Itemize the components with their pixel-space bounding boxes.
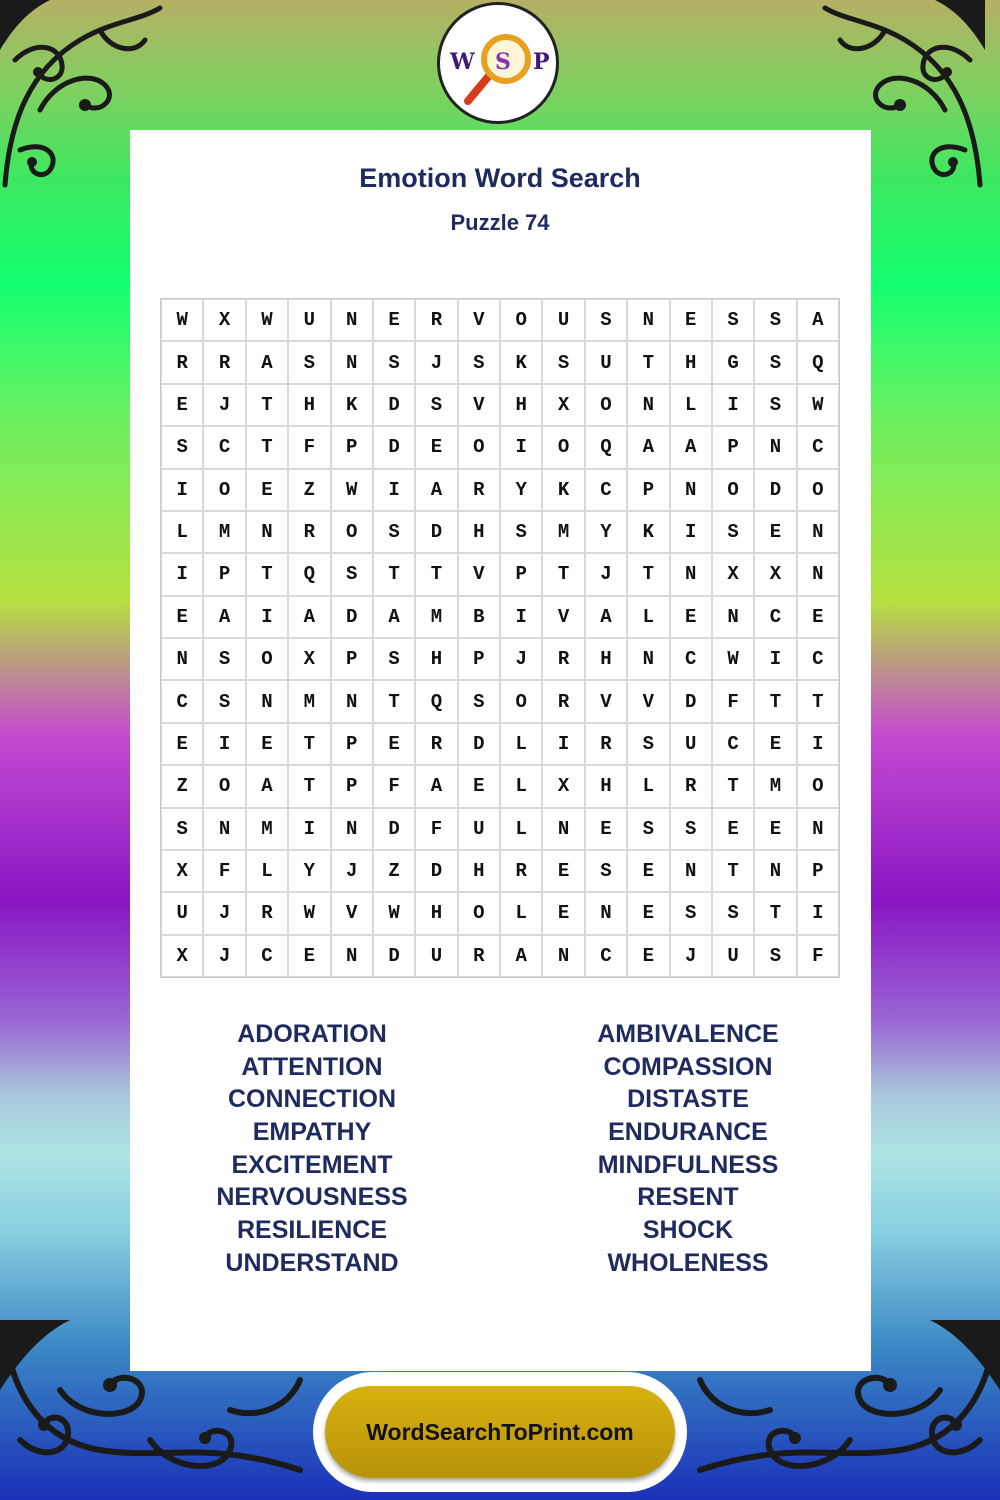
- grid-cell: B: [458, 596, 500, 638]
- grid-cell: S: [458, 341, 500, 383]
- grid-cell: J: [331, 850, 373, 892]
- grid-cell: S: [627, 723, 669, 765]
- grid-cell: K: [331, 384, 373, 426]
- word-list-item: RESENT: [637, 1183, 739, 1212]
- grid-cell: D: [373, 426, 415, 468]
- grid-cell: X: [161, 850, 203, 892]
- grid-cell: C: [585, 935, 627, 977]
- grid-cell: T: [797, 680, 839, 722]
- grid-cell: C: [585, 469, 627, 511]
- grid-cell: A: [670, 426, 712, 468]
- grid-cell: O: [542, 426, 584, 468]
- grid-cell: U: [288, 299, 330, 341]
- grid-cell: N: [797, 808, 839, 850]
- word-list-item: EMPATHY: [252, 1118, 372, 1147]
- grid-cell: G: [712, 341, 754, 383]
- grid-cell: H: [670, 341, 712, 383]
- grid-cell: W: [331, 469, 373, 511]
- word-list-right: [528, 1018, 848, 1280]
- grid-cell: S: [712, 892, 754, 934]
- grid-cell: N: [627, 638, 669, 680]
- grid-cell: Y: [288, 850, 330, 892]
- grid-cell: V: [627, 680, 669, 722]
- grid-cell: L: [627, 596, 669, 638]
- grid-cell: T: [542, 553, 584, 595]
- grid-cell: E: [542, 892, 584, 934]
- grid-cell: O: [797, 469, 839, 511]
- grid-cell: R: [415, 299, 457, 341]
- grid-cell: U: [712, 935, 754, 977]
- grid-cell: S: [585, 850, 627, 892]
- grid-cell: O: [246, 638, 288, 680]
- grid-cell: M: [246, 808, 288, 850]
- logo-letter-s: S: [495, 49, 511, 75]
- grid-cell: V: [331, 892, 373, 934]
- grid-cell: Q: [585, 426, 627, 468]
- grid-cell: N: [542, 808, 584, 850]
- word-list-item: EXCITEMENT: [231, 1150, 393, 1179]
- grid-cell: F: [415, 808, 457, 850]
- grid-cell: J: [585, 553, 627, 595]
- grid-cell: S: [288, 341, 330, 383]
- grid-cell: N: [670, 469, 712, 511]
- grid-cell: X: [712, 553, 754, 595]
- grid-cell: X: [161, 935, 203, 977]
- grid-cell: N: [797, 553, 839, 595]
- grid-cell: P: [627, 469, 669, 511]
- grid-cell: X: [754, 553, 796, 595]
- grid-cell: I: [670, 511, 712, 553]
- grid-cell: J: [670, 935, 712, 977]
- grid-cell: S: [458, 680, 500, 722]
- grid-cell: Z: [161, 765, 203, 807]
- grid-cell: E: [627, 935, 669, 977]
- grid-cell: A: [415, 469, 457, 511]
- grid-cell: K: [627, 511, 669, 553]
- grid-cell: N: [542, 935, 584, 977]
- grid-cell: O: [331, 511, 373, 553]
- grid-cell: P: [331, 765, 373, 807]
- grid-cell: O: [712, 469, 754, 511]
- grid-cell: O: [500, 680, 542, 722]
- grid-cell: K: [542, 469, 584, 511]
- grid-cell: S: [712, 511, 754, 553]
- grid-cell: U: [585, 341, 627, 383]
- grid-cell: T: [712, 765, 754, 807]
- grid-cell: S: [670, 892, 712, 934]
- grid-cell: U: [458, 808, 500, 850]
- word-list-item: MINDFULNESS: [597, 1150, 779, 1179]
- grid-cell: T: [246, 553, 288, 595]
- grid-cell: S: [500, 511, 542, 553]
- grid-cell: D: [373, 935, 415, 977]
- grid-cell: E: [415, 426, 457, 468]
- grid-cell: N: [627, 384, 669, 426]
- grid-cell: T: [373, 680, 415, 722]
- grid-cell: V: [458, 384, 500, 426]
- grid-cell: P: [500, 553, 542, 595]
- grid-cell: Y: [585, 511, 627, 553]
- grid-cell: N: [246, 511, 288, 553]
- grid-cell: Q: [415, 680, 457, 722]
- grid-cell: P: [331, 723, 373, 765]
- word-list-item: RESILIENCE: [236, 1216, 388, 1245]
- grid-cell: I: [797, 723, 839, 765]
- grid-cell: L: [500, 808, 542, 850]
- grid-cell: R: [288, 511, 330, 553]
- grid-cell: T: [246, 384, 288, 426]
- grid-cell: R: [203, 341, 245, 383]
- grid-cell: E: [754, 723, 796, 765]
- grid-cell: P: [331, 638, 373, 680]
- grid-cell: I: [246, 596, 288, 638]
- grid-cell: D: [415, 850, 457, 892]
- grid-cell: N: [331, 680, 373, 722]
- grid-cell: N: [754, 426, 796, 468]
- grid-cell: S: [712, 299, 754, 341]
- grid-cell: P: [712, 426, 754, 468]
- grid-cell: H: [585, 765, 627, 807]
- grid-cell: S: [542, 341, 584, 383]
- grid-cell: R: [500, 850, 542, 892]
- grid-cell: X: [203, 299, 245, 341]
- grid-cell: H: [585, 638, 627, 680]
- grid-cell: R: [415, 723, 457, 765]
- grid-cell: D: [458, 723, 500, 765]
- grid-cell: T: [627, 341, 669, 383]
- grid-cell: A: [797, 299, 839, 341]
- grid-cell: T: [754, 892, 796, 934]
- grid-cell: I: [500, 596, 542, 638]
- grid-cell: I: [797, 892, 839, 934]
- grid-cell: M: [542, 511, 584, 553]
- grid-cell: L: [161, 511, 203, 553]
- grid-cell: L: [246, 850, 288, 892]
- grid-cell: E: [585, 808, 627, 850]
- grid-cell: H: [415, 892, 457, 934]
- footer-site-badge[interactable]: [325, 1386, 675, 1478]
- grid-cell: T: [627, 553, 669, 595]
- grid-cell: E: [246, 469, 288, 511]
- grid-cell: N: [585, 892, 627, 934]
- grid-cell: J: [203, 935, 245, 977]
- grid-cell: M: [203, 511, 245, 553]
- grid-cell: X: [288, 638, 330, 680]
- grid-cell: R: [161, 341, 203, 383]
- grid-cell: T: [415, 553, 457, 595]
- grid-cell: S: [754, 384, 796, 426]
- grid-cell: L: [627, 765, 669, 807]
- grid-cell: J: [415, 341, 457, 383]
- grid-cell: W: [797, 384, 839, 426]
- word-list-left: [152, 1018, 472, 1280]
- grid-cell: A: [246, 341, 288, 383]
- grid-cell: Y: [500, 469, 542, 511]
- word-list-item: ATTENTION: [241, 1052, 383, 1081]
- grid-cell: N: [161, 638, 203, 680]
- grid-cell: C: [754, 596, 796, 638]
- grid-cell: F: [373, 765, 415, 807]
- grid-cell: L: [500, 765, 542, 807]
- page-title: Emotion Word Search: [359, 163, 641, 193]
- grid-cell: N: [670, 553, 712, 595]
- grid-cell: E: [458, 765, 500, 807]
- grid-cell: I: [288, 808, 330, 850]
- grid-cell: R: [542, 638, 584, 680]
- grid-cell: S: [754, 935, 796, 977]
- grid-cell: N: [331, 935, 373, 977]
- grid-cell: S: [203, 680, 245, 722]
- grid-cell: C: [161, 680, 203, 722]
- grid-cell: S: [754, 299, 796, 341]
- grid-cell: U: [415, 935, 457, 977]
- grid-cell: V: [585, 680, 627, 722]
- grid-cell: N: [797, 511, 839, 553]
- word-list-item: ADORATION: [237, 1020, 387, 1048]
- grid-cell: O: [203, 765, 245, 807]
- grid-cell: M: [415, 596, 457, 638]
- grid-cell: A: [627, 426, 669, 468]
- grid-cell: E: [161, 384, 203, 426]
- grid-cell: E: [161, 596, 203, 638]
- grid-cell: P: [458, 638, 500, 680]
- grid-cell: P: [797, 850, 839, 892]
- word-list-item: AMBIVALENCE: [597, 1020, 779, 1048]
- word-list-item: ENDURANCE: [608, 1118, 768, 1147]
- grid-cell: J: [500, 638, 542, 680]
- grid-cell: S: [670, 808, 712, 850]
- grid-cell: C: [712, 723, 754, 765]
- grid-cell: T: [712, 850, 754, 892]
- grid-cell: U: [542, 299, 584, 341]
- grid-cell: A: [246, 765, 288, 807]
- grid-cell: E: [712, 808, 754, 850]
- grid-cell: A: [373, 596, 415, 638]
- grid-cell: D: [373, 808, 415, 850]
- grid-cell: V: [458, 299, 500, 341]
- grid-cell: A: [288, 596, 330, 638]
- grid-cell: H: [288, 384, 330, 426]
- grid-cell: C: [203, 426, 245, 468]
- wsp-logo: [437, 2, 559, 124]
- grid-cell: L: [500, 892, 542, 934]
- grid-cell: E: [670, 596, 712, 638]
- grid-cell: O: [797, 765, 839, 807]
- grid-cell: S: [373, 638, 415, 680]
- grid-cell: U: [670, 723, 712, 765]
- word-list-item: DISTASTE: [627, 1085, 749, 1114]
- grid-cell: W: [161, 299, 203, 341]
- grid-cell: D: [754, 469, 796, 511]
- grid-cell: U: [161, 892, 203, 934]
- grid-cell: R: [458, 935, 500, 977]
- grid-cell: C: [797, 638, 839, 680]
- grid-cell: I: [754, 638, 796, 680]
- grid-cell: Q: [797, 341, 839, 383]
- grid-cell: S: [161, 426, 203, 468]
- grid-cell: I: [712, 384, 754, 426]
- grid-cell: W: [712, 638, 754, 680]
- grid-cell: V: [458, 553, 500, 595]
- grid-cell: E: [288, 935, 330, 977]
- grid-cell: E: [373, 723, 415, 765]
- grid-cell: E: [627, 850, 669, 892]
- grid-cell: I: [161, 469, 203, 511]
- grid-cell: O: [458, 426, 500, 468]
- grid-cell: E: [670, 299, 712, 341]
- grid-cell: C: [246, 935, 288, 977]
- grid-cell: E: [373, 299, 415, 341]
- grid-cell: T: [246, 426, 288, 468]
- grid-cell: D: [415, 511, 457, 553]
- grid-cell: R: [585, 723, 627, 765]
- grid-cell: W: [373, 892, 415, 934]
- grid-cell: F: [797, 935, 839, 977]
- grid-cell: R: [542, 680, 584, 722]
- grid-cell: X: [542, 384, 584, 426]
- grid-cell: R: [246, 892, 288, 934]
- grid-cell: I: [542, 723, 584, 765]
- grid-cell: A: [585, 596, 627, 638]
- grid-cell: R: [458, 469, 500, 511]
- grid-cell: T: [373, 553, 415, 595]
- grid-cell: N: [331, 808, 373, 850]
- word-list-item: COMPASSION: [603, 1052, 773, 1081]
- word-list-item: CONNECTION: [227, 1085, 397, 1114]
- word-list-item: WHOLENESS: [607, 1248, 769, 1277]
- grid-cell: S: [585, 299, 627, 341]
- puzzle-number: Puzzle 74: [450, 210, 550, 235]
- grid-cell: W: [246, 299, 288, 341]
- grid-cell: N: [203, 808, 245, 850]
- grid-cell: A: [415, 765, 457, 807]
- grid-cell: N: [331, 341, 373, 383]
- grid-cell: S: [415, 384, 457, 426]
- grid-cell: N: [670, 850, 712, 892]
- grid-cell: T: [288, 765, 330, 807]
- grid-cell: L: [670, 384, 712, 426]
- grid-cell: I: [161, 553, 203, 595]
- grid-cell: O: [203, 469, 245, 511]
- grid-cell: X: [542, 765, 584, 807]
- grid-cell: N: [754, 850, 796, 892]
- grid-cell: C: [670, 638, 712, 680]
- grid-cell: S: [627, 808, 669, 850]
- logo-letter-p: P: [533, 49, 550, 75]
- grid-cell: P: [203, 553, 245, 595]
- grid-cell: P: [331, 426, 373, 468]
- word-list-item: UNDERSTAND: [225, 1248, 399, 1277]
- grid-cell: O: [500, 299, 542, 341]
- grid-cell: H: [458, 511, 500, 553]
- grid-cell: E: [797, 596, 839, 638]
- grid-cell: E: [542, 850, 584, 892]
- grid-cell: L: [500, 723, 542, 765]
- grid-cell: S: [373, 341, 415, 383]
- grid-cell: S: [373, 511, 415, 553]
- grid-cell: F: [288, 426, 330, 468]
- grid-cell: H: [500, 384, 542, 426]
- grid-cell: H: [458, 850, 500, 892]
- grid-cell: O: [585, 384, 627, 426]
- grid-cell: M: [754, 765, 796, 807]
- grid-cell: A: [203, 596, 245, 638]
- grid-cell: E: [754, 808, 796, 850]
- grid-cell: Q: [288, 553, 330, 595]
- grid-cell: Z: [373, 850, 415, 892]
- grid-cell: S: [161, 808, 203, 850]
- grid-cell: C: [797, 426, 839, 468]
- grid-cell: T: [754, 680, 796, 722]
- grid-cell: O: [458, 892, 500, 934]
- grid-cell: S: [754, 341, 796, 383]
- grid-cell: E: [754, 511, 796, 553]
- grid-cell: N: [331, 299, 373, 341]
- grid-cell: H: [415, 638, 457, 680]
- grid-cell: D: [670, 680, 712, 722]
- grid-cell: F: [203, 850, 245, 892]
- footer-site-text: WordSearchToPrint.com: [366, 1418, 634, 1445]
- grid-cell: N: [712, 596, 754, 638]
- grid-cell: I: [500, 426, 542, 468]
- grid-cell: T: [288, 723, 330, 765]
- grid-cell: K: [500, 341, 542, 383]
- grid-cell: W: [288, 892, 330, 934]
- logo-letter-w: W: [450, 49, 475, 75]
- grid-cell: E: [627, 892, 669, 934]
- grid-cell: S: [203, 638, 245, 680]
- grid-cell: F: [712, 680, 754, 722]
- grid-cell: Z: [288, 469, 330, 511]
- grid-cell: J: [203, 384, 245, 426]
- word-list-item: SHOCK: [642, 1216, 734, 1245]
- grid-cell: N: [627, 299, 669, 341]
- word-list-item: NERVOUSNESS: [216, 1183, 408, 1212]
- grid-cell: S: [331, 553, 373, 595]
- grid-cell: E: [246, 723, 288, 765]
- grid-cell: N: [246, 680, 288, 722]
- grid-cell: R: [670, 765, 712, 807]
- grid-cell: A: [500, 935, 542, 977]
- grid-cell: D: [331, 596, 373, 638]
- grid-cell: I: [373, 469, 415, 511]
- grid-cell: I: [203, 723, 245, 765]
- grid-cell: E: [161, 723, 203, 765]
- grid-cell: M: [288, 680, 330, 722]
- grid-cell: D: [373, 384, 415, 426]
- grid-cell: J: [203, 892, 245, 934]
- grid-cell: V: [542, 596, 584, 638]
- letter-grid: [160, 298, 840, 978]
